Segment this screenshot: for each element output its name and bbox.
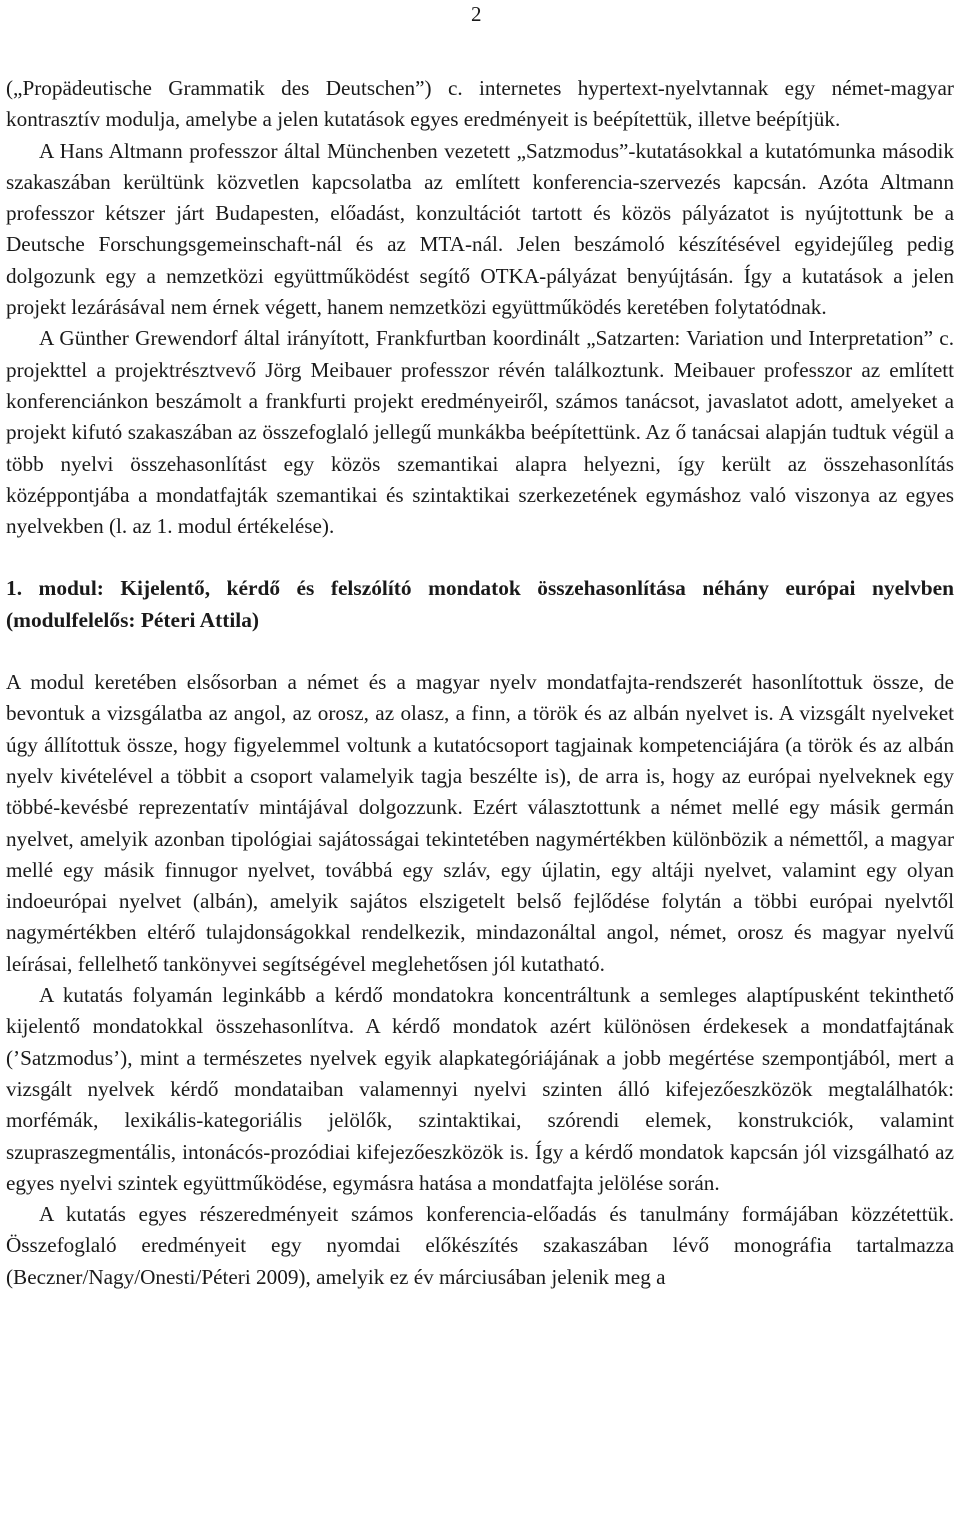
intro-paragraph-2: A Hans Altmann professzor által Münchenben vezetett „Satzmodus”-kutatásokkal a kutatómunka második szakaszában kerültünk közvetlen kapcsolatba az említett konferencia-szervezés kapcsán. Azóta Altmann professzor kétszer járt Budapesten, előadást, konzultációt tartott és közös pályázatot is nyújtottunk be a Deutsche Forschungsgemeinschaft-nál és az MTA-nál. Jelen beszámoló készítésével egyidejűleg pedig dolgozunk egy a nemzetközi együttműködést segítő OTKA-pályázat benyújtásán. Így a kutatások a jelen projekt lezárásával nem érnek végett, hanem nemzetközi együttműködés keretében folytatódnak. — [6, 138, 954, 320]
page-number: 2 — [471, 2, 482, 26]
module-1-paragraph-3: A kutatás egyes részeredményeit számos konferencia-előadás és tanulmány formájában közzétettük. Összefoglaló eredményeit egy nyomdai előkészítés szakaszában lévő monográfia tartalmazza (Beczner/Nagy/Onesti/Péteri 2009), amelyik ez év márciusában jelenik meg a — [6, 1202, 954, 1289]
section-spacer — [6, 542, 954, 573]
intro-paragraph-3: A Günther Grewendorf által irányított, Frankfurtban koordinált „Satzarten: Variation und Interpretation” c. projekttel a projektrésztvevő Jörg Meibauer professzor révén találkoztunk. Meibauer professzor az említett konferenciánkon beszámolt a frankfurti projekt eredményeiről, számos tanácsot, javaslatot adott, amelyeket a projekt kifutó szakaszában az összefoglaló jellegű munkákba beépítettünk. Az ő tanácsai alapján tudtuk végül a több nyelvi összehasonlítást egy közös szemantikai alapra helyezni, így került az összehasonlítás középpontjába a mondatfajták szemantikai és szintaktikai szerkezetének egymáshoz való viszonya az egyes nyelvekben (l. az 1. modul értékelése). — [6, 326, 954, 539]
module-1-heading: 1. modul: Kijelentő, kérdő és felszólító mondatok összehasonlítása néhány európai nyelvben (modulfelelős: Péteri Attila) — [6, 576, 954, 632]
intro-paragraph-1: („Propädeutische Grammatik des Deutschen”) c. internetes hypertext-nyelvtannak egy német-magyar kontrasztív modulja, amelybe a jelen kutatások egyes eredményeit is beépítettük, illetve beépítjük. — [6, 76, 954, 132]
module-1-paragraph-1: A modul keretében elsősorban a német és a magyar nyelv mondatfajta-rendszerét hasonlítottuk össze, de bevontuk a vizsgálatba az angol, az orosz, az olasz, a finn, a török és az albán nyelvet is. A vizsgált nyelveket úgy állítottuk össze, hogy figyelemmel voltunk a kutatócsoport tagjainak kompetenciájára (a török és az albán nyelv kivételével a többit a csoport valamelyik tagja beszélte is), de arra is, hogy az európai nyelveknek egy többé-kevésbé reprezentatív mintájával dolgozzunk. Ezért választottunk a német mellé egy másik germán nyelvet, amelyik azonban tipológiai sajátosságai tekintetében nagymértékben különbözik a némettől, a magyar mellé egy másik finnugor nyelvet, továbbá egy szláv, egy újlatin, egy altáji nyelvet, valamint egy olyan indoeurópai nyelvet (albán), amelyik sajátos elszigetelt belső fejlődése folytán a többi európai nyelvtől nagymértékben eltérő tulajdonságokkal rendelkezik, mindazonáltal angol, német, orosz és magyar nyelvű leírásai, fellelhető tankönyvei segítségével meglehetősen jól kutatható. — [6, 670, 954, 976]
section-spacer — [6, 636, 954, 667]
document-body — [6, 73, 954, 1293]
module-1-paragraph-2: A kutatás folyamán leginkább a kérdő mondatokra koncentráltunk a semleges alaptípusként tekinthető kijelentő mondatokkal összehasonlítva. A kérdő mondatok azért különösen érdekesek a mondatfajtának (’Satzmodus’), mint a természetes nyelvek egyik alapkategóriájának a jobb megértése szempontjából, mert a vizsgált nyelvek kérdő mondataiban valamennyi nyelvi szinten álló kifejezőeszközök megtalálhatók: morfémák, lexikális-kategoriális jelölők, szintaktikai, szórendi elemek, konstrukciók, valamint szupraszegmentális, intonácós-prozódiai kifejezőeszközök is. Így a kérdő mondatok kapcsán jól vizsgálható az egyes nyelvi szintek együttműködése, egymásra hatása a mondatfajta jelölése során. — [6, 983, 954, 1195]
